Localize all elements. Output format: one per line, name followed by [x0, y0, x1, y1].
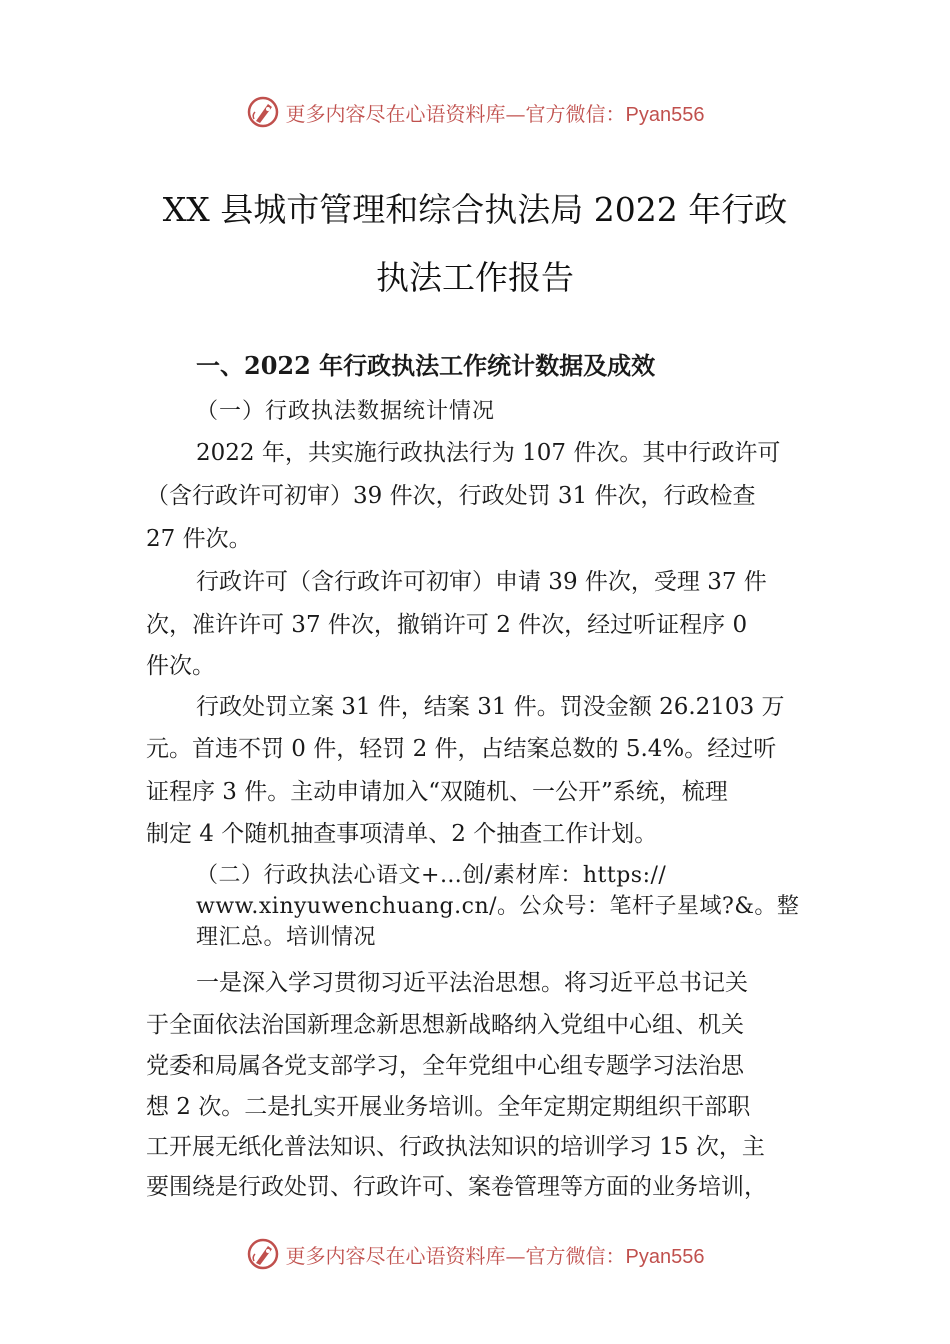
pen-nib-circle-icon	[246, 95, 280, 129]
wechat-id: Pyan556	[625, 103, 705, 126]
paragraph-line: 党委和局属各党支部学习，全年党组中心组专题学习法治思	[146, 1053, 744, 1079]
title-line-1: XX 县城市管理和综合执法局 2022 年行政	[162, 190, 788, 229]
paragraph-line: 元。首违不罚 0 件，轻罚 2 件，占结案总数的 5.4%。经过听	[146, 736, 777, 762]
paragraph-line: 证程序 3 件。主动申请加入“双随机、一公开”系统，梳理	[146, 779, 728, 805]
watermark-text: 更多内容尽在心语资料库—官方微信：Pyan556	[285, 101, 705, 126]
paragraph-line: 行政处罚立案 31 件，结案 31 件。罚没金额 26.2103 万	[196, 694, 785, 720]
section-heading: 一、2022 年行政执法工作统计数据及成效	[196, 351, 656, 380]
paragraph-line: （含行政许可初审）39 件次，行政处罚 31 件次，行政检查	[146, 483, 756, 509]
subsection-heading-line: www.xinyuwenchuang.cn/。公众号：笔杆子星域?&。整	[196, 894, 800, 919]
paragraph-line: 件次。	[146, 653, 215, 679]
wechat-id: Pyan556	[625, 1245, 705, 1268]
paragraph-line: 次，准许许可 37 件次，撤销许可 2 件次，经过听证程序 0	[146, 612, 748, 638]
watermark-text: 更多内容尽在心语资料库—官方微信：Pyan556	[285, 1243, 705, 1268]
document-title	[120, 176, 830, 312]
paragraph-line: 一是深入学习贯彻习近平法治思想。将习近平总书记关	[196, 970, 748, 996]
subsection-heading: （一）行政执法数据统计情况	[196, 399, 496, 424]
pen-nib-circle-icon	[246, 1237, 280, 1271]
paragraph-line: 行政许可（含行政许可初审）申请 39 件次，受理 37 件	[196, 569, 767, 595]
paragraph-line: 2022 年，共实施行政执法行为 107 件次。其中行政许可	[196, 440, 781, 466]
paragraph-line: 制定 4 个随机抽查事项清单、2 个抽查工作计划。	[146, 821, 658, 847]
paragraph-line: 于全面依法治国新理念新思想新战略纳入党组中心组、机关	[146, 1012, 744, 1038]
paragraph-line: 要围绕是行政处罚、行政许可、案卷管理等方面的业务培训，	[146, 1174, 767, 1200]
paragraph-line: 工开展无纸化普法知识、行政执法知识的培训学习 15 次，主	[146, 1134, 765, 1160]
watermark-banner-bottom	[0, 1234, 950, 1274]
watermark-banner-top	[0, 92, 950, 132]
title-line-2: 执法工作报告	[376, 258, 574, 297]
paragraph-line: 想 2 次。二是扎实开展业务培训。全年定期定期组织干部职	[146, 1094, 751, 1120]
subsection-heading-line: 理汇总。培训情况	[196, 925, 377, 950]
subsection-heading-line: （二）行政执法心语文+…创/素材库：https://	[196, 863, 667, 888]
paragraph-line: 27 件次。	[146, 526, 252, 552]
